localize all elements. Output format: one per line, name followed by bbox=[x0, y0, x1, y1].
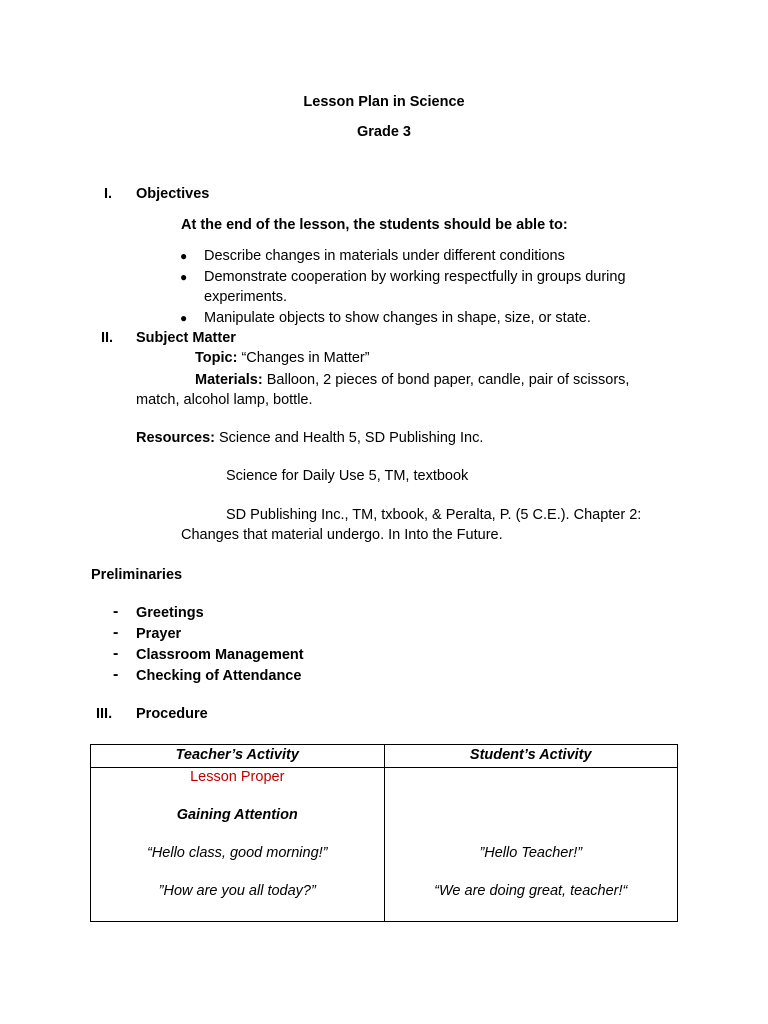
teacher-activity-cell bbox=[91, 768, 385, 922]
topic-value: “Changes in Matter” bbox=[241, 350, 370, 366]
page-title: Lesson Plan in Science bbox=[303, 94, 465, 110]
subject-matter-heading: Subject Matter bbox=[136, 330, 236, 346]
preliminaries-heading: Preliminaries bbox=[91, 567, 183, 583]
materials-line bbox=[195, 370, 629, 390]
objectives-heading: Objectives bbox=[136, 186, 210, 202]
objective-item: Demonstrate cooperation by working respectfully in groups during bbox=[204, 269, 626, 285]
materials-label: Materials: bbox=[195, 372, 263, 388]
bullet-icon: ● bbox=[180, 249, 188, 263]
teacher-line: ”How are you all today?” bbox=[158, 883, 316, 899]
preliminary-item: Checking of Attendance bbox=[136, 668, 302, 684]
student-line: “We are doing great, teacher!“ bbox=[434, 883, 628, 899]
table-header-row bbox=[91, 745, 678, 768]
resources-line bbox=[136, 428, 483, 448]
table-row bbox=[91, 768, 678, 922]
objectives-intro: At the end of the lesson, the students should be able to: bbox=[181, 217, 568, 233]
preliminary-item: Classroom Management bbox=[136, 647, 304, 663]
grade-label: Grade 3 bbox=[357, 124, 411, 140]
topic-label: Topic: bbox=[195, 350, 238, 366]
resource-item: Science for Daily Use 5, TM, textbook bbox=[226, 468, 469, 484]
resource-item: SD Publishing Inc., TM, txbook, & Peralta, P. (5 C.E.). Chapter 2: bbox=[226, 507, 642, 523]
preliminary-item: Prayer bbox=[136, 626, 182, 642]
lesson-proper-label: Lesson Proper bbox=[190, 769, 285, 785]
objective-item-continuation: experiments. bbox=[204, 289, 288, 305]
student-activity-cell bbox=[384, 768, 678, 922]
resource-item-continuation: Changes that material undergo. In Into the Future. bbox=[181, 527, 503, 543]
objectives-numeral: I. bbox=[104, 186, 113, 202]
materials-value: Balloon, 2 pieces of bond paper, candle, pair of scissors, bbox=[266, 372, 630, 388]
procedure-numeral: III. bbox=[96, 706, 113, 722]
teacher-activity-header: Teacher’s Activity bbox=[91, 745, 385, 768]
bullet-icon: ● bbox=[180, 311, 188, 325]
procedure-heading: Procedure bbox=[136, 706, 208, 722]
objective-item: Manipulate objects to show changes in shape, size, or state. bbox=[204, 310, 591, 326]
preliminary-item: Greetings bbox=[136, 605, 204, 621]
resources-value: Science and Health 5, SD Publishing Inc. bbox=[219, 430, 484, 446]
materials-value-continuation: match, alcohol lamp, bottle. bbox=[136, 392, 313, 408]
objective-item: Describe changes in materials under different conditions bbox=[204, 248, 565, 264]
resources-label: Resources: bbox=[136, 430, 215, 446]
procedure-table bbox=[90, 744, 678, 922]
subject-matter-numeral: II. bbox=[101, 330, 114, 346]
teacher-line: “Hello class, good morning!” bbox=[146, 845, 328, 861]
dash-icon: - bbox=[113, 624, 119, 641]
dash-icon: - bbox=[113, 645, 119, 662]
student-activity-header: Student’s Activity bbox=[384, 745, 678, 768]
topic-line bbox=[195, 348, 370, 368]
bullet-icon: ● bbox=[180, 270, 188, 284]
dash-icon: - bbox=[113, 603, 119, 620]
dash-icon: - bbox=[113, 666, 119, 683]
gaining-attention-label: Gaining Attention bbox=[176, 807, 298, 823]
student-line: ”Hello Teacher!” bbox=[479, 845, 583, 861]
